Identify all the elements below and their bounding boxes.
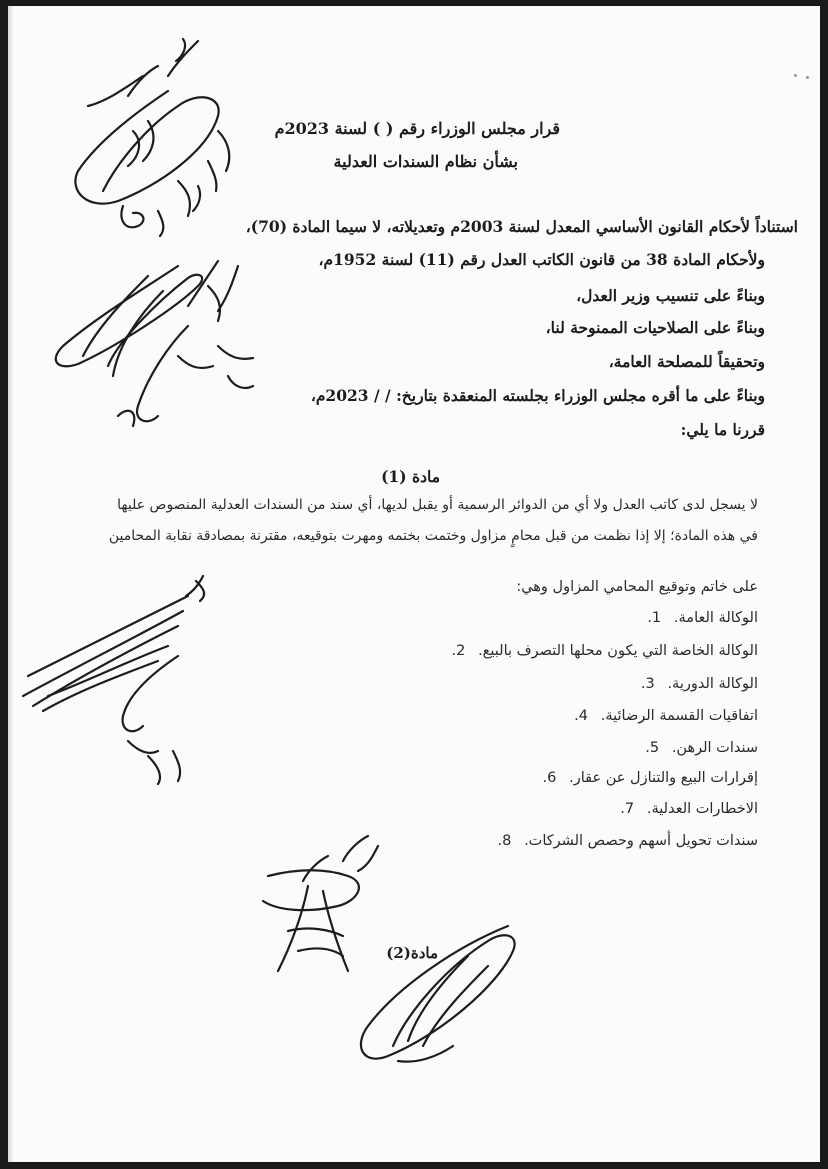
list-item: الوكالة الخاصة التي يكون محلها التصرف بالبيع. 2. xyxy=(451,643,758,659)
scan-speck xyxy=(794,74,797,77)
page-title: قرار مجلس الوزراء رقم ( ) لسنة 2023م xyxy=(274,119,560,138)
list-item: إقرارات البيع والتنازل عن عقار. 6. xyxy=(542,770,758,786)
preamble-line: استناداً لأحكام القانون الأساسي المعدل لسنة 2003م وتعديلاته، لا سيما المادة (70)، xyxy=(245,217,798,236)
article-1-paragraph-line: لا يسجل لدى كاتب العدل ولا أي من الدوائر الرسمية أو يقبل لديها، أي سند من السندات العدلية المنصوص عليها xyxy=(117,497,758,513)
preamble-line: وبناءً على الصلاحيات الممنوحة لنا، xyxy=(545,318,765,337)
list-item: سندات الرهن. 5. xyxy=(645,740,758,756)
article-2-heading: مادة(2) xyxy=(386,944,438,962)
list-item: سندات تحويل أسهم وحصص الشركات. 8. xyxy=(497,833,758,849)
preamble-line: ولأحكام المادة 38 من قانون الكاتب العدل رقم (11) لسنة 1952م، xyxy=(318,250,765,269)
handwritten-signature xyxy=(38,246,278,446)
preamble-line: وتحقيقاً للمصلحة العامة، xyxy=(608,352,765,371)
preamble-line: وبناءً على تنسيب وزير العدل، xyxy=(576,286,765,305)
handwritten-signature xyxy=(8,566,228,806)
article-1-heading: مادة (1) xyxy=(381,467,440,486)
article-1-paragraph-line: على خاتم وتوقيع المحامي المزاول وهي: xyxy=(516,579,758,595)
list-item: الوكالة الدورية. 3. xyxy=(640,676,758,692)
page-subtitle: بشأن نظام السندات العدلية xyxy=(333,152,518,171)
preamble-line: وبناءً على ما أقره مجلس الوزراء بجلسته المنعقدة بتاريخ: / / 2023م، xyxy=(310,386,765,405)
list-item: الاخطارات العدلية. 7. xyxy=(620,801,758,817)
handwritten-signature xyxy=(48,21,268,251)
scan-speck xyxy=(806,76,809,79)
article-1-paragraph-line: في هذه المادة؛ إلا إذا نظمت من قبل محامٍ مزاول وختمت بختمه ومهرت بتوقيعه، مقترنة بمصادقة نقابة المحامين xyxy=(108,528,758,544)
list-item: الوكالة العامة. 1. xyxy=(647,610,758,626)
document-page xyxy=(8,6,820,1162)
list-item: اتفاقيات القسمة الرضائية. 4. xyxy=(574,708,758,724)
preamble-line: قررنا ما يلي: xyxy=(680,420,765,439)
handwritten-signature xyxy=(338,906,538,1086)
